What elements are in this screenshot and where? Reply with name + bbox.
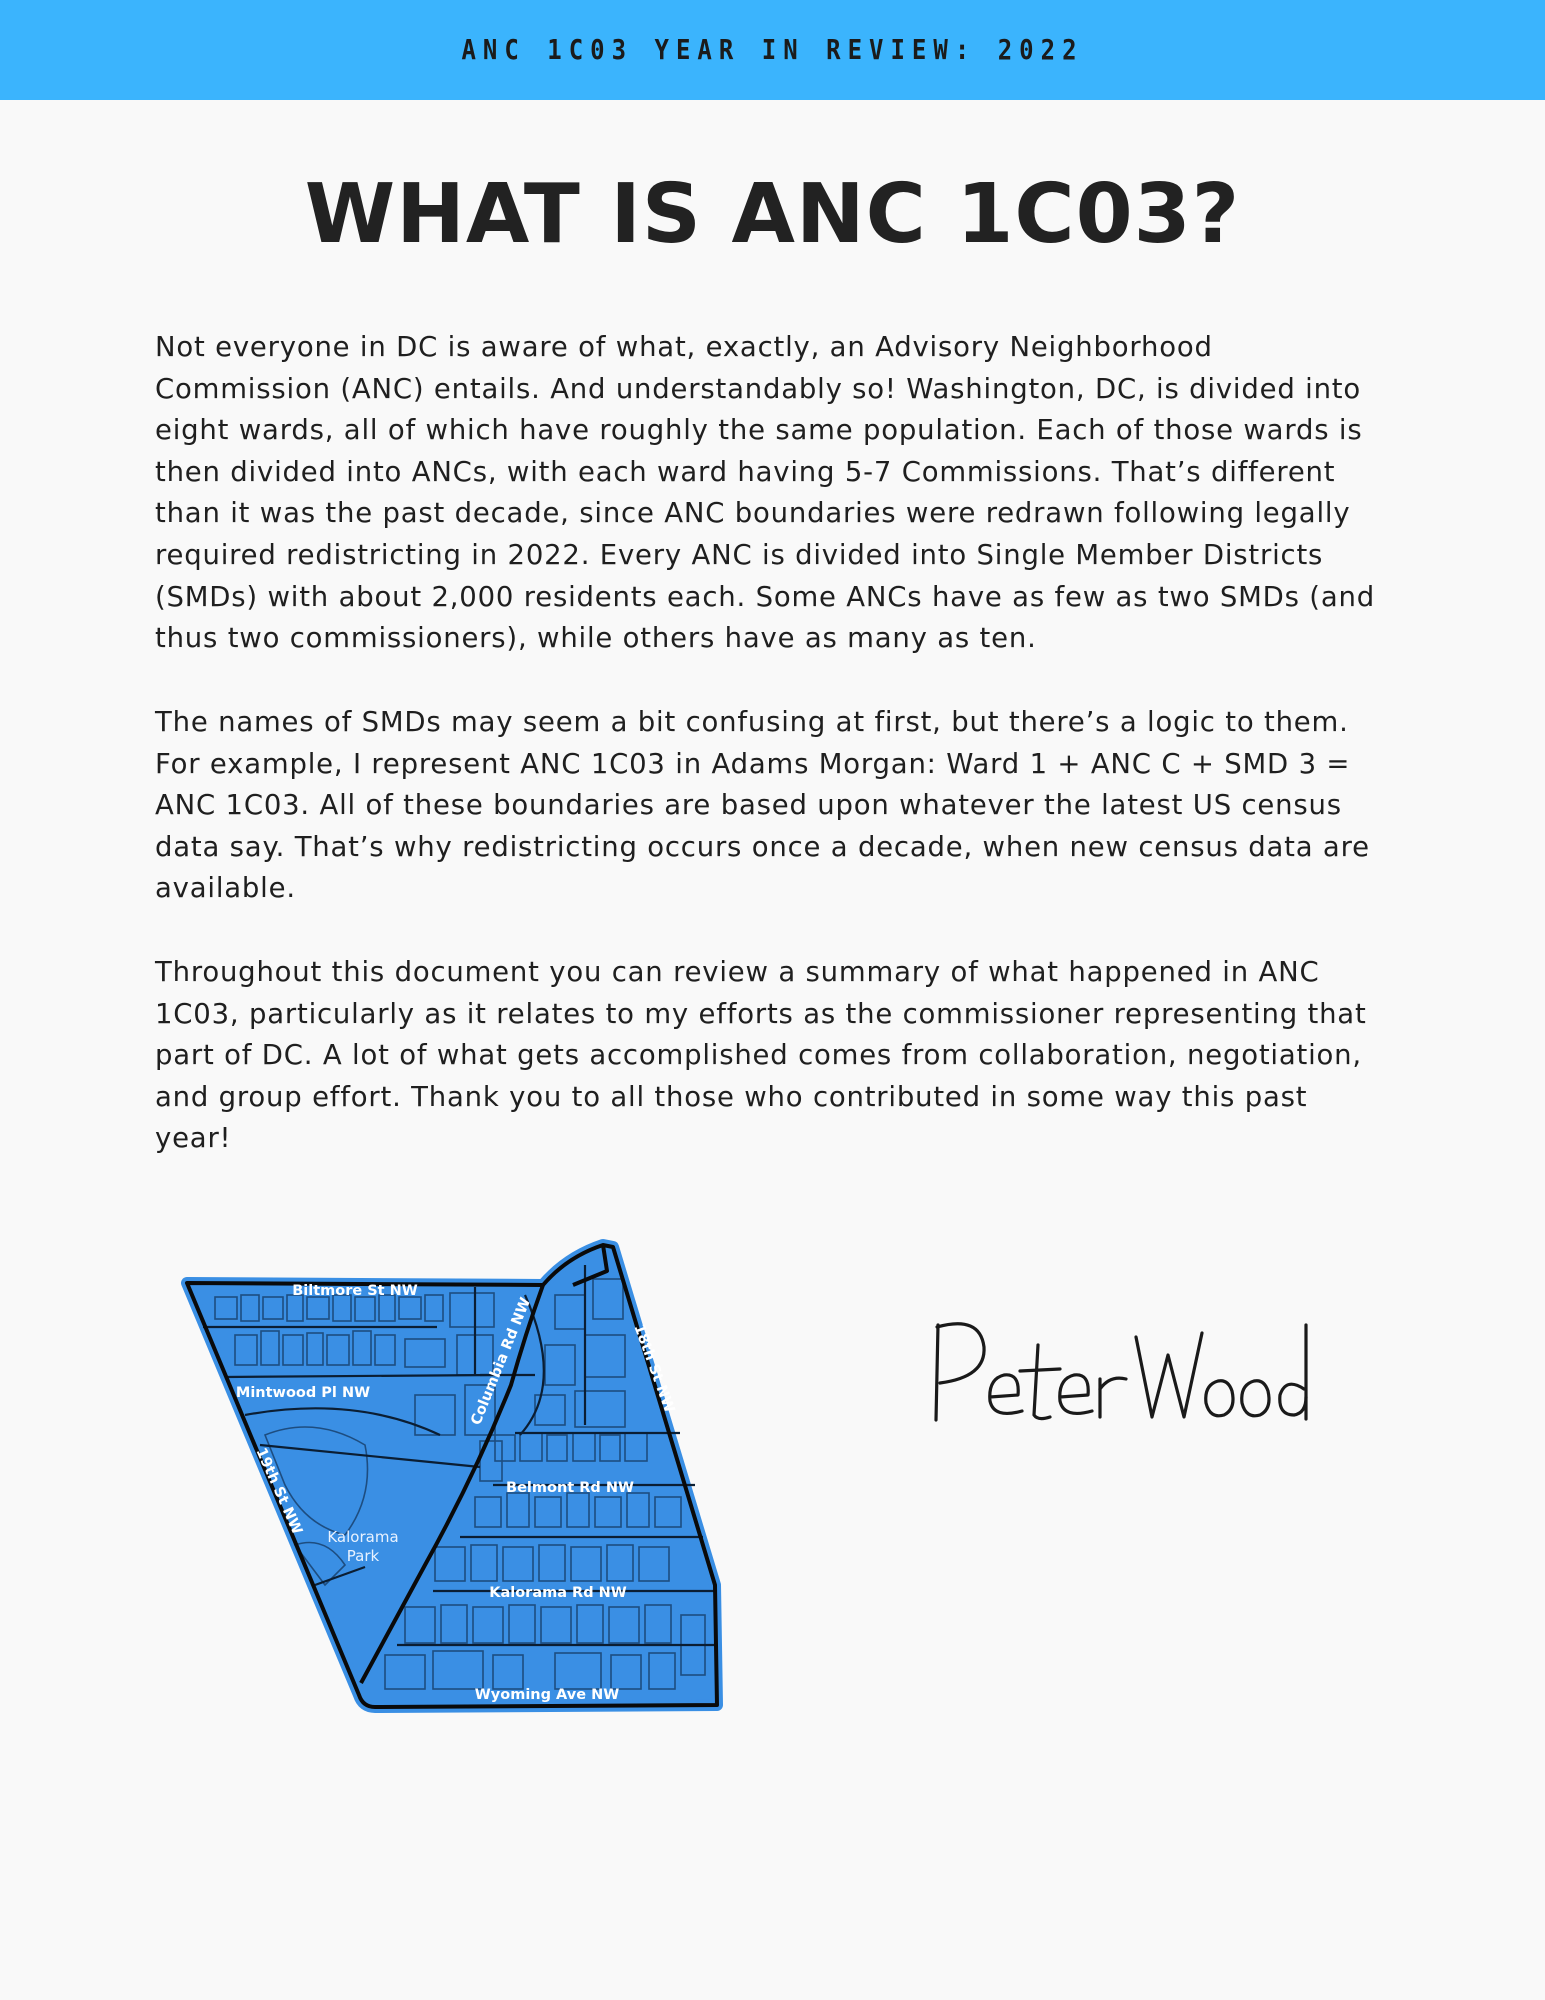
label-kalorama-park-line1: Kalorama (327, 1528, 399, 1546)
banner-title: ANC 1C03 YEAR IN REVIEW: 2022 (461, 33, 1084, 67)
label-18th-st: 18th St NW (630, 1322, 678, 1416)
label-biltmore-st: Biltmore St NW (292, 1283, 418, 1299)
label-19th-st: 19th St NW (252, 1445, 305, 1538)
signature-peter-wood (920, 1285, 1320, 1445)
label-belmont-rd: Belmont Rd NW (506, 1480, 634, 1496)
signature-svg (920, 1285, 1320, 1445)
intro-paragraph: Not everyone in DC is aware of what, exactly, an Advisory Neighborhood Commission (ANC) entails. And understandably so! Washington, DC, is divided into eight wards, all of which have roughly the same population. Each of those wards is then divided into ANCs, with each ward having 5-7 Commissions. That’s different than it was the past decade, since ANC boundaries were redrawn following legally required redistricting in 2022. Every ANC is divided into Single Member Districts (SMDs) with about 2,000 residents each. Some ANCs have as few as two SMDs (and thus two commissioners), while others have as many as ten. (155, 331, 1375, 655)
header-banner (0, 0, 1545, 100)
label-wyoming-ave: Wyoming Ave NW (474, 1687, 620, 1703)
label-mintwood-pl: Mintwood Pl NW (235, 1385, 371, 1401)
page-title: WHAT IS ANC 1C03? (304, 167, 1241, 262)
label-columbia-rd: Columbia Rd NW (468, 1295, 535, 1428)
district-map-svg (175, 1235, 735, 1715)
label-kalorama-park-line2: Park (346, 1547, 380, 1565)
label-kalorama-rd: Kalorama Rd NW (489, 1585, 627, 1601)
smd-names-paragraph: The names of SMDs may seem a bit confusing at first, but there’s a logic to them. For example, I represent ANC 1C03 in Adams Morgan: Ward 1 + ANC C + SMD 3 = ANC 1C03. All of these boundaries are based upon whatever the latest US census data say. That’s why redistricting occurs once a decade, when new census data are available. (155, 706, 1370, 905)
thanks-paragraph: Throughout this document you can review a summary of what happened in ANC 1C03, particularly as it relates to my efforts as the commissioner representing that part of DC. A lot of what gets accomplished comes from collaboration, negotiation, and group effort. Thank you to all those who contributed in some way this past year! (155, 956, 1367, 1155)
district-map (175, 1235, 735, 1715)
